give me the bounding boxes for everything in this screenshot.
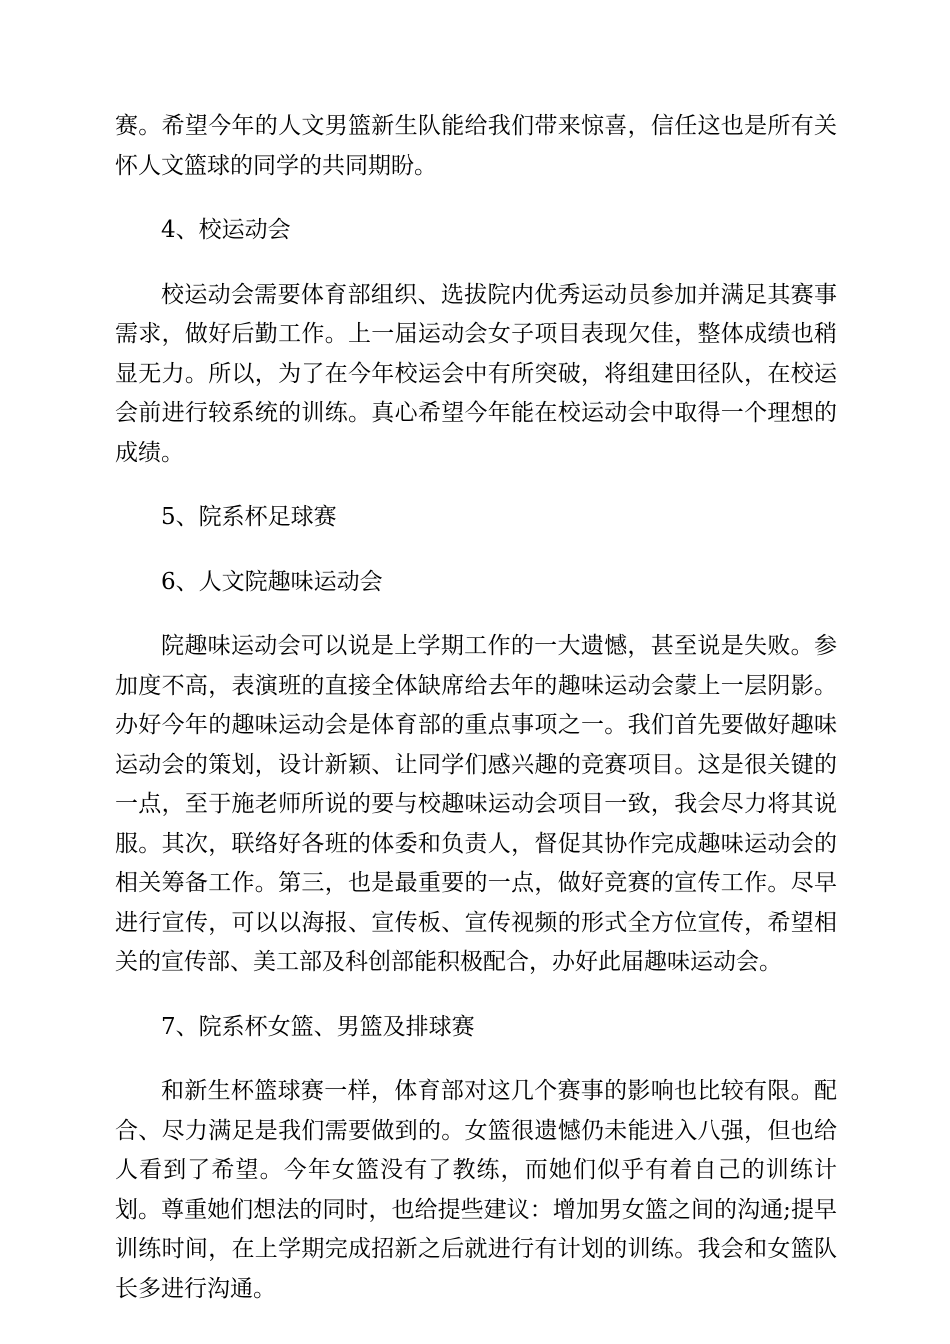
paragraph-fun-sports-meet: 院趣味运动会可以说是上学期工作的一大遗憾，甚至说是失败。参加度不高，表演班的直接全体缺席给去年的趣味运动会蒙上一层阴影。办好今年的趣味运动会是体育部的重点事项之一。我们首先要做好趣味运动会的策划，设计新颖、让同学们感兴趣的竞赛项目。这是很关键的一点，至于施老师所说的要与校趣味运动会项目一致，我会尽力将其说服。其次，联络好各班的体委和负责人，督促其协作完成趣味运动会的相关筹备工作。第三，也是最重要的一点，做好竞赛的宣传工作。尽早进行宣传，可以以海报、宣传板、宣传视频的形式全方位宣传，希望相关的宣传部、美工部及科创部能积极配合，办好此届趣味运动会。	[115, 633, 837, 975]
section-heading-6: 6、人文院趣味运动会	[161, 568, 383, 595]
paragraph-continuation: 赛。希望今年的人文男篮新生队能给我们带来惊喜，信任这也是所有关怀人文篮球的同学的共同期盼。	[115, 113, 837, 179]
paragraph-basketball-volleyball: 和新生杯篮球赛一样，体育部对这几个赛事的影响也比较有限。配合、尽力满足是我们需要做到的。女篮很遗憾仍未能进入八强，但也给人看到了希望。今年女篮没有了教练，而她们似乎有着自己的训练计划。尊重她们想法的同时，也给提些建议：增加男女篮之间的沟通;提早训练时间，在上学期完成招新之后就进行有计划的训练。我会和女篮队长多进行沟通。	[115, 1078, 837, 1302]
document-body	[115, 107, 837, 1309]
section-heading-7: 7、院系杯女篮、男篮及排球赛	[161, 1013, 475, 1040]
section-heading-4: 4、校运动会	[161, 217, 291, 243]
paragraph-school-sports-meet: 校运动会需要体育部组织、选拔院内优秀运动员参加并满足其赛事需求，做好后勤工作。上一届运动会女子项目表现欠佳，整体成绩也稍显无力。所以，为了在今年校运会中有所突破，将组建田径队，在校运会前进行较系统的训练。真心希望今年能在校运动会中取得一个理想的成绩。	[115, 281, 837, 466]
section-heading-5: 5、院系杯足球赛	[161, 504, 337, 530]
